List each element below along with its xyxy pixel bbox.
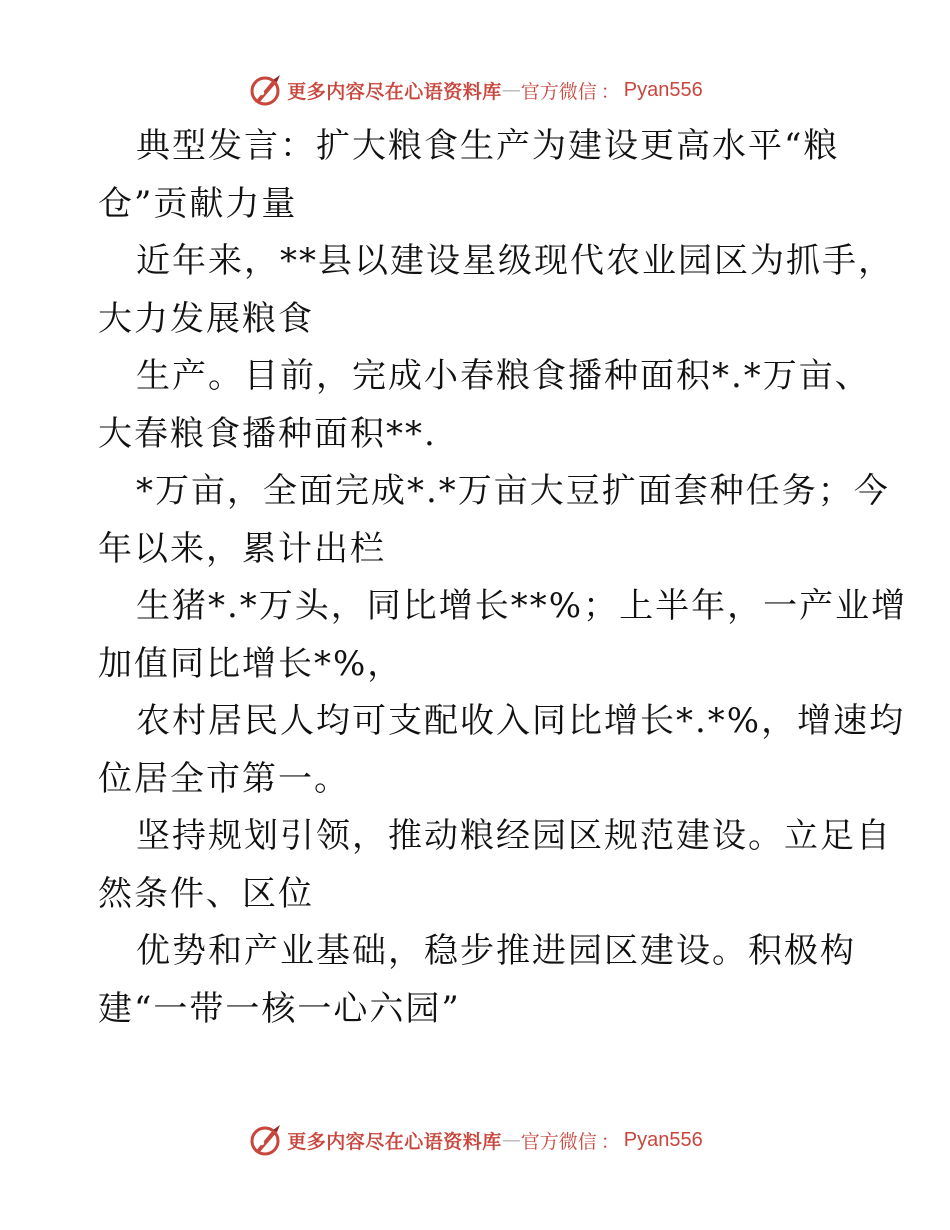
paragraph-line: 生产。目前，完成小春粮食播种面积*.*万亩、 [136, 356, 871, 396]
paragraph-line: 位居全市第一。 [98, 758, 350, 799]
watermark-label: 官方微信 [520, 1130, 597, 1153]
watermark-colon: ： [600, 80, 620, 103]
watermark-text: 更多内容尽在心语资料库 [287, 1130, 502, 1153]
paragraph-line: 年以来，累计出栏 [98, 528, 386, 569]
watermark-wechat-id: Pyan556 [623, 1128, 703, 1151]
footer-watermark [0, 1120, 950, 1160]
paragraph-line: 优势和产业基础，稳步推进园区建设。积极构 [136, 931, 856, 971]
paragraph-line: 大春粮食播种面积**. [98, 413, 437, 454]
watermark-label: 官方微信 [520, 80, 597, 103]
paragraph-line: 坚持规划引领，推动粮经园区规范建设。立足自 [136, 816, 892, 856]
paragraph-line: 生猪*.*万头，同比增长**%；上半年，一产业增 [136, 586, 908, 626]
watermark-separator: — [501, 1129, 521, 1151]
paragraph-line: 建“一带一核一心六园” [98, 988, 461, 1029]
document-body [98, 118, 908, 1038]
paragraph-line: 然条件、区位 [98, 873, 314, 914]
paragraph-line: 农村居民人均可支配收入同比增长*.*%，增速均 [136, 701, 906, 741]
watermark-wechat-id: Pyan556 [623, 78, 703, 101]
watermark-text: 更多内容尽在心语资料库 [287, 80, 502, 103]
paragraph-line: 近年来，**县以建设星级现代农业园区为抓手， [136, 241, 894, 281]
title-line-2: 仓”贡献力量 [98, 183, 298, 224]
paragraph-line: *万亩，全面完成*.*万亩大豆扩面套种任务；今 [136, 471, 890, 511]
header-watermark [0, 70, 950, 110]
quill-pen-logo-icon [247, 1122, 283, 1158]
title-line-1: 典型发言：扩大粮食生产为建设更高水平“粮 [136, 126, 840, 166]
paragraph-line: 大力发展粮食 [98, 298, 314, 339]
quill-pen-logo-icon [247, 72, 283, 108]
watermark-colon: ： [600, 1130, 620, 1153]
watermark-separator: — [501, 79, 521, 101]
paragraph-line: 加值同比增长*%， [98, 643, 404, 684]
